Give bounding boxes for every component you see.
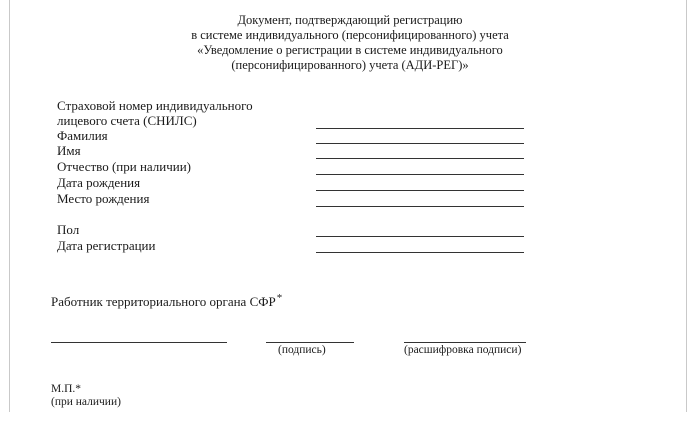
signature-decipher-line[interactable]	[404, 342, 526, 343]
snils-label-line-2: лицевого счета (СНИЛС)	[57, 113, 197, 128]
title-line-2: в системе индивидуального (персонифицированного) учета	[191, 28, 509, 42]
title-line-1: Документ, подтверждающий регистрацию	[237, 13, 463, 27]
patronymic-label: Отчество (при наличии)	[57, 159, 192, 174]
name-input-line[interactable]	[316, 158, 524, 159]
birth-place-input-line[interactable]	[316, 206, 524, 207]
title-line-4: (персонифицированного) учета (АДИ-РЕГ)»	[231, 58, 469, 72]
page-left-border	[9, 0, 10, 412]
name-label: Имя	[57, 143, 81, 158]
birth-date-input-line[interactable]	[316, 190, 524, 191]
title-line-3: «Уведомление о регистрации в системе индивидуального	[197, 43, 503, 57]
surname-input-line[interactable]	[316, 143, 524, 144]
page-right-border	[686, 0, 687, 412]
stamp-note: (при наличии)	[51, 396, 121, 408]
decipher-caption: (расшифровка подписи)	[404, 344, 522, 356]
birth-place-label: Место рождения	[57, 191, 150, 206]
worker-label	[51, 294, 282, 309]
gender-label: Пол	[57, 222, 80, 237]
patronymic-input-line[interactable]	[316, 174, 524, 175]
snils-label-line-1: Страховой номер индивидуального	[57, 98, 253, 113]
signature-line[interactable]	[266, 342, 354, 343]
surname-label: Фамилия	[57, 128, 108, 143]
snils-input-line[interactable]	[316, 128, 524, 129]
gender-input-line[interactable]	[316, 236, 524, 237]
stamp-label: М.П.*	[51, 383, 82, 395]
registration-date-label: Дата регистрации	[57, 238, 156, 253]
signature-caption: (подпись)	[278, 344, 326, 356]
birth-date-label: Дата рождения	[57, 175, 141, 190]
worker-label-text: Работник территориального органа СФР	[51, 294, 276, 309]
registration-date-input-line[interactable]	[316, 252, 524, 253]
worker-name-line[interactable]	[51, 342, 227, 343]
worker-footnote-mark: *	[276, 292, 283, 304]
document-title	[100, 13, 600, 73]
